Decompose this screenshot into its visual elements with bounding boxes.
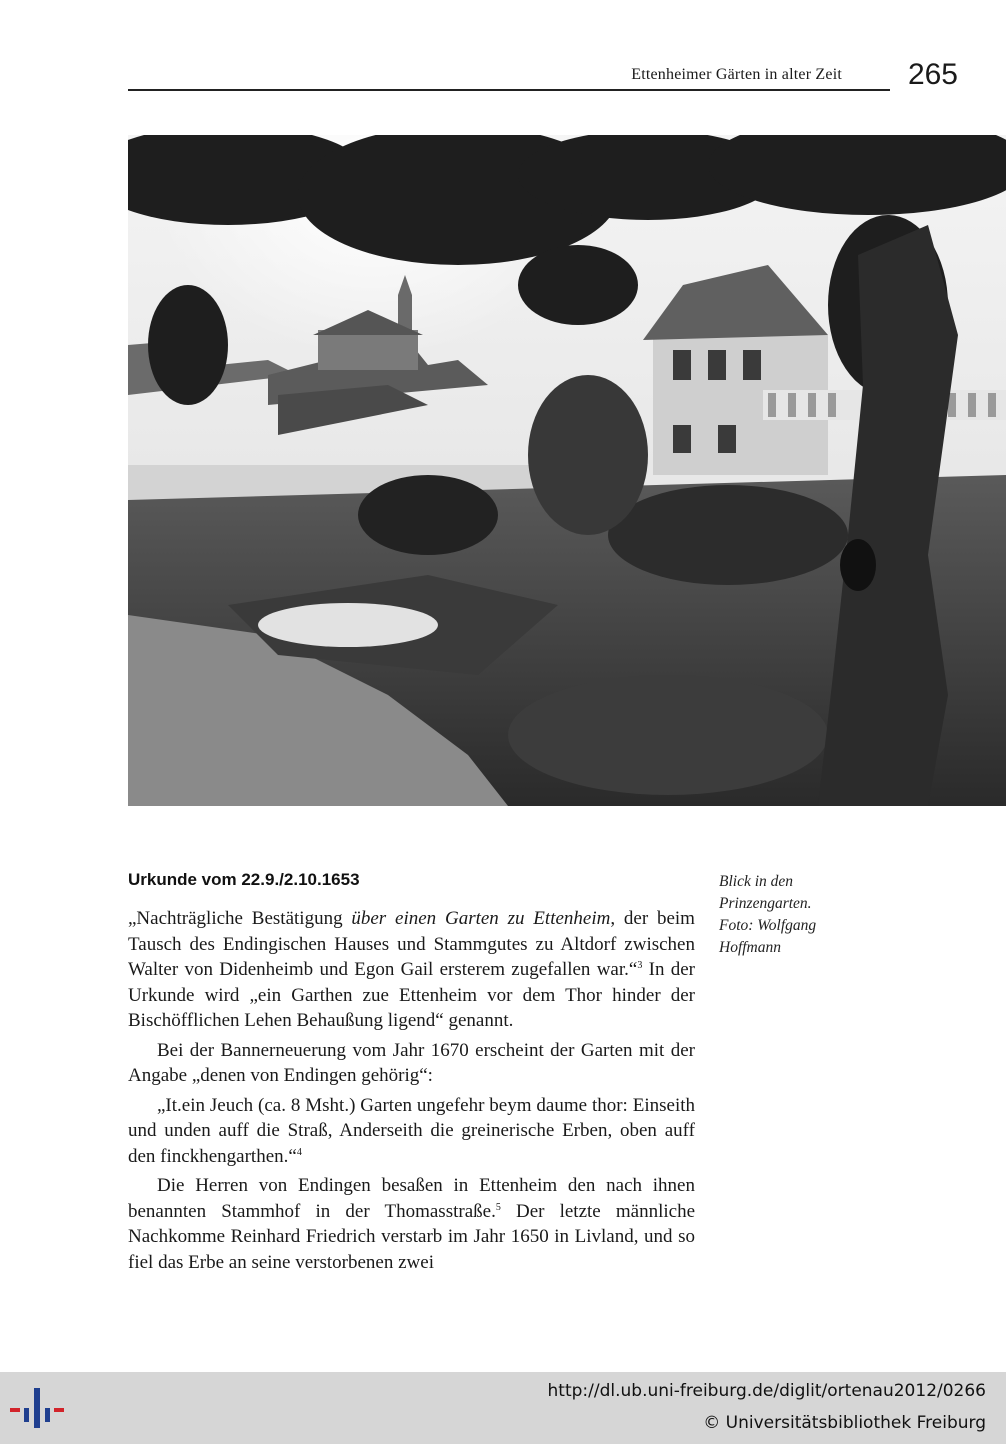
- footer-band: [0, 1372, 1006, 1444]
- footnote-ref[interactable]: 4: [296, 1146, 302, 1158]
- caption-line: Blick in den: [719, 873, 794, 890]
- paragraph: Bei der Bannerneuerung vom Jahr 1670 erscheint der Garten mit der Angabe „denen von Endingen gehörig“:: [128, 1039, 695, 1086]
- running-head-title: Ettenheimer Gärten in alter Zeit: [631, 66, 842, 83]
- footnote-ref[interactable]: 3: [637, 960, 643, 971]
- section-heading: Urkunde vom 22.9./2.10.1653: [128, 870, 360, 889]
- paragraph: [128, 1093, 695, 1170]
- footnote-ref[interactable]: 5: [495, 1201, 501, 1213]
- text-run: In der Urkunde wird „ein Garthen zue Ettenheim vor dem Thor hinder der Bischöfflichen Lehen Behaußung ligend“ genannt.: [128, 959, 696, 1031]
- text-run: Der letzte männliche Nachkomme Reinhard Friedrich verstarb im Jahr 1650 in Livland, und so fiel das Erbe an seine verstorbenen zwei: [128, 1200, 695, 1273]
- italic-run: über einen Garten zu Ettenheim: [351, 908, 611, 929]
- garden-photo: [128, 135, 1006, 806]
- running-head: [128, 58, 958, 92]
- text-run: , der beim Tausch des Endingischen Hauses und Stammgutes zu Altdorf zwischen Walter von Didenheimb und Egon Gail ersterem zugefallen war.“: [128, 908, 695, 980]
- page-number: 265: [907, 58, 958, 91]
- quote-run: „It.ein Jeuch (ca. 8 Msht.) Garten ungefehr beym daume thor: Einseith und unden auff die Straß, Anderseith die greinerische Erben, oben auff den finckhengarthen.“: [128, 1094, 695, 1167]
- ub-freiburg-logo-icon: [10, 1380, 66, 1436]
- caption-line: Foto: Wolfgang: [719, 917, 817, 934]
- paragraph: [128, 1173, 695, 1275]
- text-run: „Nachträgliche Bestätigung: [128, 908, 352, 929]
- body-text: [128, 906, 695, 1275]
- copyright-text: © Universitätsbibliothek Freiburg: [703, 1413, 986, 1433]
- paragraph: [128, 906, 695, 1034]
- text-run: Die Herren von Endingen besaßen in Ettenheim den nach ihnen benannten Stammhof in der Thomasstraße.: [128, 1175, 695, 1222]
- caption-line: Hoffmann: [719, 939, 781, 956]
- photo-garden-image: [128, 135, 1006, 806]
- source-url-link[interactable]: http://dl.ub.uni-freiburg.de/diglit/ortenau2012/0266: [547, 1381, 986, 1401]
- header-rule: [128, 89, 890, 91]
- photo-caption: [719, 871, 869, 959]
- caption-line: Prinzengarten.: [719, 895, 812, 912]
